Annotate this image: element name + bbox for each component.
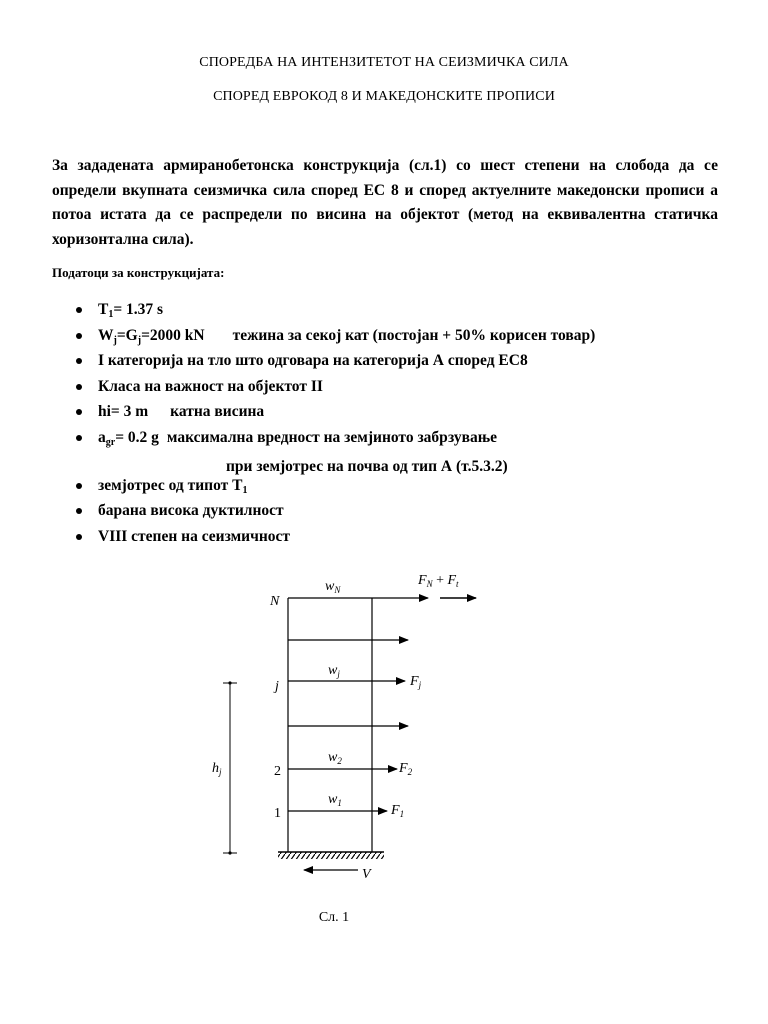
list-item-importance: Класа на важност на објектот II [52, 374, 595, 400]
list-item-storey-height: hi= 3 m катна висина [52, 399, 595, 425]
list-item-weight: $W_j=G_j=2000$ kN тежина за секој кат (постојан + 50% корисен товар) [52, 323, 595, 349]
bullet-icon [76, 307, 82, 313]
bullet-icon [76, 384, 82, 390]
hj-dot-bottom [228, 851, 231, 854]
F2-label: $F_2$ [399, 761, 413, 777]
list-item-ductility: барана висока дуктилност [52, 498, 595, 524]
level-2-label: 2 [274, 764, 281, 779]
weight-description: тежина за секој кат (постојан + 50% корисен товар) [232, 326, 596, 344]
hj-label: $h_j$ [212, 761, 222, 777]
w1-label: $w_1$ [328, 792, 342, 808]
list-item-soil: I категорија на тло што одговара на категорија А според ЕС8 [52, 348, 595, 374]
FN-Ft-label: $F_N + F_t$ [418, 573, 459, 589]
intro-paragraph: За зададената армиранобетонска конструкција (сл.1) со шест степени на слобода да се определи вкупната сеизмичка сила според ЕС 8 и според актуелните македонски прописи а потоа истата да се распредели по висина на објектот (метод на еквивалентна статичка хоризонтална сила). [52, 157, 718, 248]
bullet-icon [76, 508, 82, 514]
wj-label: $w_j$ [328, 663, 340, 679]
level-1-label: 1 [274, 806, 281, 821]
base-shear-label: V [362, 867, 371, 882]
figure-caption: Сл. 1 [318, 910, 350, 925]
w2-label: $w_2$ [328, 750, 342, 766]
ground-hatch [278, 852, 384, 859]
bullet-icon [76, 358, 82, 364]
bullet-icon [76, 435, 82, 441]
bullet-icon [76, 534, 82, 540]
title-line-1: СПОРЕДБА НА ИНТЕНЗИТЕТОТ НА СЕИЗМИЧКА СИЛА [199, 55, 569, 70]
list-item-seismicity: VIII степен на сеизмичност [52, 524, 595, 550]
data-subheading: Податоци за конструкцијата: [52, 265, 225, 280]
list-item-period: $T_1= 1.37$ s [52, 297, 595, 323]
acceleration-continuation: при земјотрес на почва од тип А (т.5.3.2) [226, 458, 508, 475]
hj-dot-top [228, 681, 231, 684]
level-j-label: j [275, 679, 279, 694]
bullet-icon [76, 483, 82, 489]
level-N-label: N [270, 594, 280, 609]
list-item-quake-type: земјотрес од типот $Т_1$ [52, 473, 595, 499]
bullet-icon [76, 409, 82, 415]
Fj-label: $F_j$ [410, 674, 422, 690]
frame-figure [200, 560, 520, 890]
data-list [52, 297, 595, 549]
bullet-icon [76, 333, 82, 339]
title-line-2: СПОРЕД ЕВРОКОД 8 И МАКЕДОНСКИТЕ ПРОПИСИ [213, 89, 555, 104]
wN-label: $w_N$ [325, 579, 341, 595]
F1-label: $F_1$ [391, 803, 405, 819]
list-item-acceleration: $a_{gr}= 0.2$ g максимална вредност на земјиното забрзување при земјотрес на почва од тип А (т.5.3.2) [52, 425, 595, 473]
